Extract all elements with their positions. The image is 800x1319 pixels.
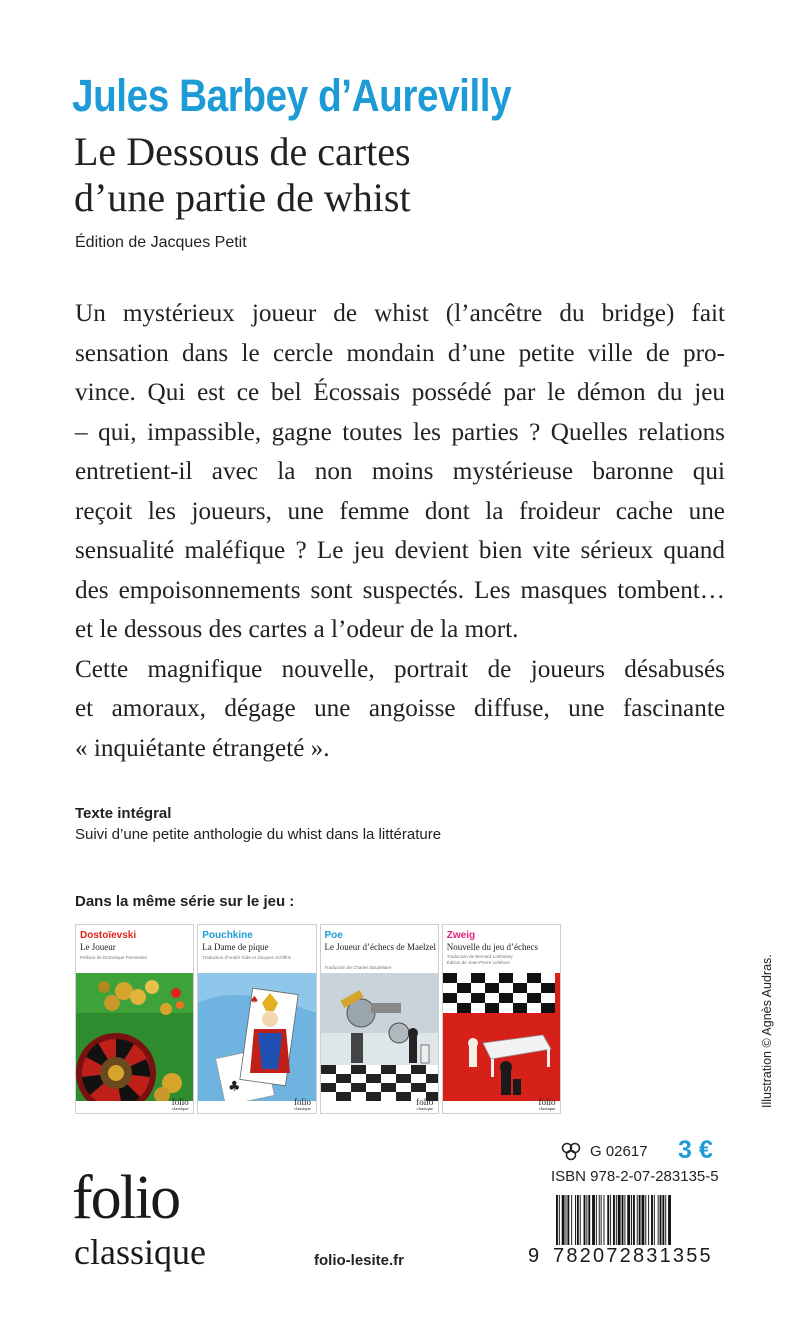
cover-subtitle: Traduction de Bernard Lortholary (446, 954, 513, 959)
edition-credit: Édition de Jacques Petit (75, 234, 247, 251)
blurb-line: sensualité maléfique ? Le jeu devient bien vite sérieux quand (75, 537, 725, 564)
blurb-line: vince. Qui est ce bel Écossais possédé par le démon du jeu (75, 379, 725, 406)
roulette-icon (76, 973, 194, 1101)
series-cover-zweig (442, 924, 561, 1114)
cover-subtitle-2: Édition de Jean-Pierre Lefebvre (446, 960, 511, 965)
cover-subtitle: Traduction d’André Gide et Jacques Schiffrin (202, 955, 292, 960)
full-text-label: Texte intégral (75, 805, 172, 822)
cover-title: Le Joueur d’échecs de Maelzel (324, 942, 436, 952)
chess-automaton-icon (321, 973, 439, 1101)
series-heading: Dans la même série sur le jeu : (75, 893, 295, 910)
anthology-note: Suivi d’une petite anthologie du whist dans la littérature (75, 826, 442, 843)
folio-classique-mini-logo: folio classique (416, 1097, 434, 1111)
blurb-line: – qui, impassible, gagne toutes les parties ? Quelles relations (75, 418, 725, 446)
cover-subtitle: Traduction de Charles Baudelaire (324, 965, 392, 970)
blurb (75, 294, 725, 768)
blurb-line: Un mystérieux joueur de whist (l’ancêtre du bridge) fait (75, 300, 725, 327)
website-link[interactable]: folio-lesite.fr (314, 1252, 405, 1269)
cover-title: La Dame de pique (202, 942, 269, 952)
author-name: Jules Barbey d’Aurevilly (72, 70, 512, 121)
folio-classique-mini-logo: folio classique (294, 1097, 311, 1111)
folio-logo-sub: classique (74, 1232, 206, 1272)
folio-classique-mini-logo: folio classique (538, 1097, 556, 1111)
isbn: ISBN 978-2-07-283135-5 (551, 1168, 719, 1185)
series-covers (75, 924, 561, 1114)
blurb-line: des empoisonnements sont suspectés. Les masques tombent… (75, 576, 725, 604)
svg-text:♣: ♣ (228, 1079, 241, 1095)
queen-card-icon (198, 973, 316, 1101)
blurb-line: et amoraux, dégage une angoisse diffuse, une fascinante (75, 695, 725, 722)
cover-author: Dostoïevski (80, 930, 137, 941)
product-code: G 02617 (590, 1143, 648, 1160)
cover-author: Poe (324, 930, 343, 941)
book-title-line-1: Le Dessous de cartes (74, 129, 411, 174)
series-cover-pouchkine (197, 924, 316, 1114)
price-row (560, 1136, 720, 1164)
folio-classique-mini-logo: folio classique (171, 1097, 189, 1111)
blurb-line: sensation dans le cercle mondain d’une petite ville de pro- (75, 339, 725, 367)
cover-title: Le Joueur (80, 942, 116, 952)
blurb-line: entretient-il avec la non moins mystérieuse baronne qui (75, 458, 725, 485)
barcode-number: 782072831355 (553, 1245, 717, 1271)
blurb-line: reçoit les joueurs, une femme dont la froideur cache une (75, 497, 725, 525)
chessboard-icon (443, 973, 561, 1101)
series-cover-poe (320, 924, 439, 1114)
blurb-line: « inquiétante étrangeté ». (75, 734, 330, 762)
cover-author: Zweig (446, 930, 476, 941)
cover-title: Nouvelle du jeu d’échecs (446, 942, 538, 952)
price: 3 € (678, 1136, 713, 1164)
blurb-line: et le dessous des cartes a l’odeur de la mort. (75, 616, 519, 643)
publisher-mark-icon (560, 1140, 582, 1164)
series-cover-dostoievski (75, 924, 194, 1114)
folio-logo-word: folio (72, 1164, 180, 1232)
illustration-credit: Illustration © Agnès Audras. (760, 954, 774, 1108)
barcode-first-digit: 9 (528, 1245, 540, 1267)
book-title-line-2: d’une partie de whist (74, 175, 411, 220)
blurb-line: Cette magnifique nouvelle, portrait de joueurs désabusés (75, 655, 725, 683)
cover-author: Pouchkine (202, 930, 253, 941)
cover-subtitle: Préface de Dominique Fernandez (80, 955, 148, 960)
svg-text:♠: ♠ (250, 995, 260, 1006)
